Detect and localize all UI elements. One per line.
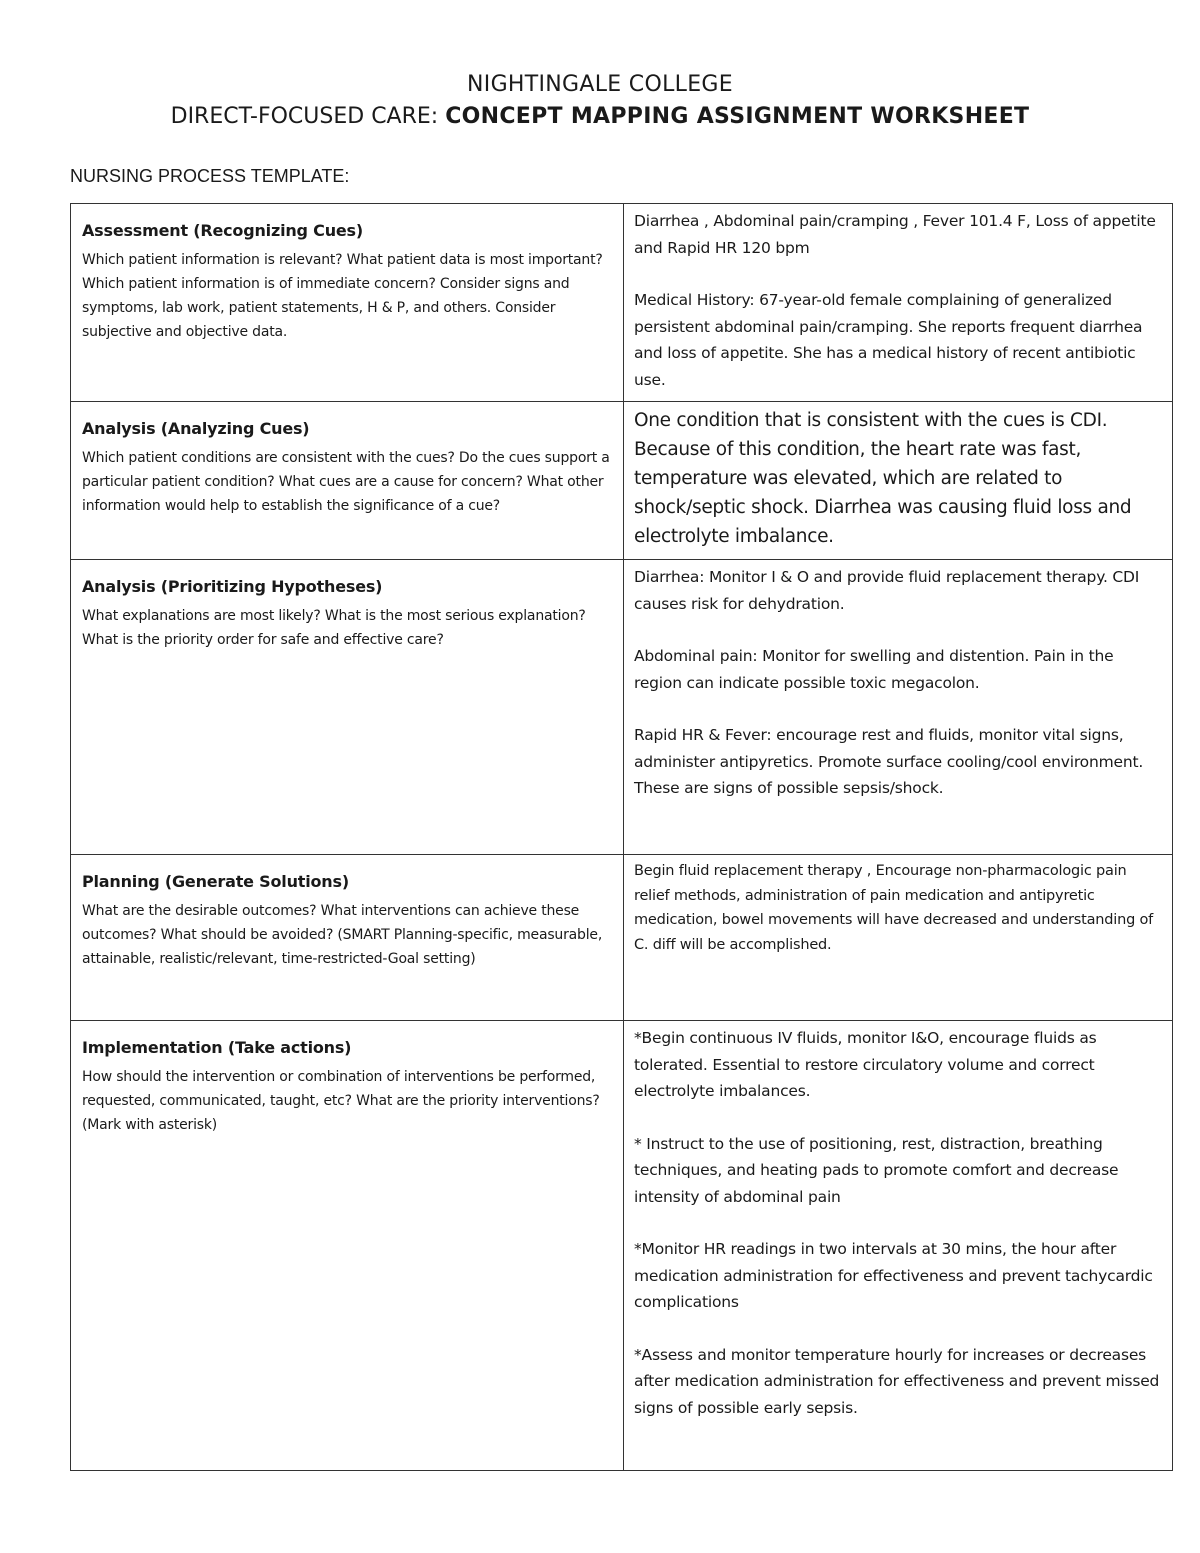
answer-paragraph: *Assess and monitor temperature hourly for increases or decreases after medication administration for effectiveness and prevent missed signs of possible early sepsis. [634,1345,1160,1417]
answer-cell-implementation [624,1021,1173,1471]
college-name: NIGHTINGALE COLLEGE [467,72,733,97]
prompt-implementation: How should the intervention or combination of interventions be performed, requested, communicated, taught, etc? What are the priority interventions? (Mark with asterisk) [82,1069,600,1133]
answer-paragraph: *Monitor HR readings in two intervals at 30 mins, the hour after medication administration for effectiveness and prevent tachycardic complications [634,1240,1153,1311]
answer-cell-analyzing-cues [624,402,1173,560]
answer-paragraph: Diarrhea , Abdominal pain/cramping , Fever 101.4 F, Loss of appetite and Rapid HR 120 bpm [634,212,1156,257]
answer-assessment [634,208,1162,393]
answer-cell-planning [624,855,1173,1021]
prompt-cell-planning [71,855,624,1021]
answer-paragraph: Rapid HR & Fever: encourage rest and fluids, monitor vital signs, administer antipyretics. Promote surface cooling/cool environment. These are signs of possible sepsis/shock. [634,726,1144,797]
prompt-planning: What are the desirable outcomes? What interventions can achieve these outcomes? What should be avoided? (SMART Planning-specific, measurable, attainable, realistic/relevant, time-restricted-Goal setting) [82,903,603,967]
answer-analyzing-cues: One condition that is consistent with the cues is CDI. Because of this condition, the heart rate was fast, temperature was elevated, which are related to shock/septic shock. Diarrhea was causing fluid loss and electrolyte imbalance. [634,410,1132,547]
answer-planning: Begin fluid replacement therapy , Encourage non-pharmacologic pain relief methods, administration of pain medication and antipyretic medication, bowel movements will have decreased and understanding of C. diff will be accomplished. [634,863,1154,953]
answer-paragraph: Medical History: 67-year-old female complaining of generalized persistent abdominal pain/cramping. She reports frequent diarrhea and loss of appetite. She has a medical history of recent antibiotic use. [634,291,1143,389]
prompt-cell-analyzing-cues [71,402,624,560]
prompt-cell-implementation [71,1021,624,1471]
table-row-analyzing-cues [71,402,1173,560]
assignment-title: CONCEPT MAPPING ASSIGNMENT WORKSHEET [445,104,1030,129]
answer-paragraph: Abdominal pain: Monitor for swelling and distention. Pain in the region can indicate possible toxic megacolon. [634,647,1114,692]
document-header [0,70,1200,132]
prompt-cell-prioritizing-hypotheses [71,560,624,855]
prompt-analyzing-cues: Which patient conditions are consistent with the cues? Do the cues support a particular patient condition? What cues are a cause for concern? What other information would help to establish the significance of a cue? [82,450,610,514]
answer-prioritizing-hypotheses [634,564,1162,802]
answer-cell-prioritizing-hypotheses [624,560,1173,855]
table-row-implementation [71,1021,1173,1471]
answer-paragraph: *Begin continuous IV fluids, monitor I&O, encourage fluids as tolerated. Essential to restore circulatory volume and correct electrolyte imbalances. [634,1029,1097,1100]
document-title [0,102,1200,132]
table-row-prioritizing-hypotheses [71,560,1173,855]
heading-implementation: Implementation (Take actions) [82,1038,352,1057]
heading-assessment: Assessment (Recognizing Cues) [82,221,363,240]
heading-prioritizing-hypotheses: Analysis (Prioritizing Hypotheses) [82,577,383,596]
prompt-prioritizing-hypotheses: What explanations are most likely? What is the most serious explanation? What is the priority order for safe and effective care? [82,608,586,648]
nursing-process-table [70,203,1173,1471]
answer-paragraph: Diarrhea: Monitor I & O and provide fluid replacement therapy. CDI causes risk for dehydration. [634,568,1140,613]
heading-planning: Planning (Generate Solutions) [82,872,349,891]
prompt-assessment: Which patient information is relevant? What patient data is most important? Which patient information is of immediate concern? Consider signs and symptoms, lab work, patient statements, H & P, and others. Consider subjective and objective data. [82,252,603,340]
heading-analyzing-cues: Analysis (Analyzing Cues) [82,419,310,438]
course-prefix: DIRECT-FOCUSED CARE: [170,104,446,129]
prompt-cell-assessment [71,204,624,402]
template-label: NURSING PROCESS TEMPLATE: [70,166,350,186]
answer-implementation [634,1025,1162,1421]
answer-cell-assessment [624,204,1173,402]
table-row-assessment [71,204,1173,402]
table-row-planning [71,855,1173,1021]
answer-paragraph: * Instruct to the use of positioning, rest, distraction, breathing techniques, and heating pads to promote comfort and decrease intensity of abdominal pain [634,1134,1119,1206]
